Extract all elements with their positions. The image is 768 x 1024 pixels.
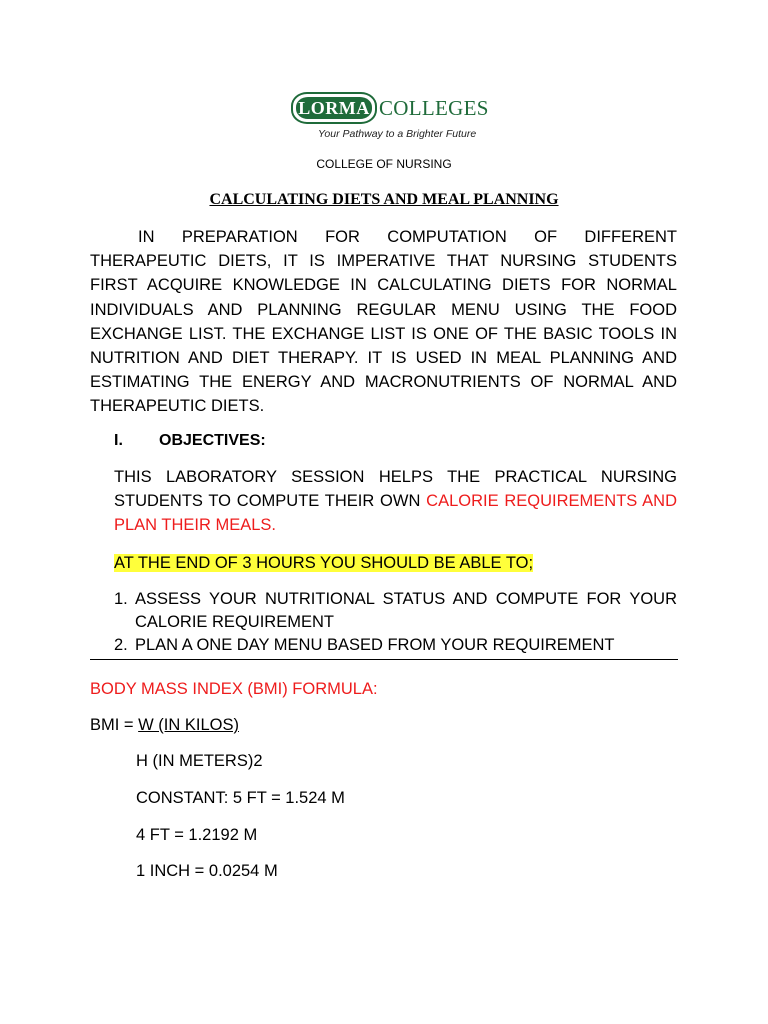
- constant-4ft: 4 FT = 1.2192 M: [136, 826, 258, 844]
- objectives-heading-text: OBJECTIVES:: [159, 432, 266, 449]
- constant-1inch: 1 INCH = 0.0254 M: [136, 862, 278, 880]
- constant-5ft: CONSTANT: 5 FT = 1.524 M: [136, 789, 345, 807]
- intro-text: IN PREPARATION FOR COMPUTATION OF DIFFERENT THERAPEUTIC DIETS, IT IS IMPERATIVE THAT NURSING STUDENTS FIRST ACQUIRE KNOWLEDGE IN CALCULATING DIETS FOR NORMAL INDIVIDUALS AND PLANNING REGULAR MENU USING THE FOOD EXCHANGE LIST. THE EXCHANGE LIST IS ONE OF THE BASIC TOOLS IN NUTRITION AND DIET THERAPY. IT IS USED IN MEAL PLANNING AND ESTIMATING THE ENERGY AND MACRONUTRIENTS OF NORMAL AND THERAPEUTIC DIETS.: [90, 228, 677, 416]
- objectives-red-text: CALORIE REQUIREMENTS AND PLAN THEIR MEALS.: [114, 492, 677, 535]
- objectives-heading: [114, 430, 266, 452]
- intro-paragraph: [90, 225, 677, 419]
- list-item-number: 1.: [114, 590, 128, 608]
- objectives-number: I.: [114, 432, 123, 449]
- horizontal-rule: [90, 659, 678, 660]
- objectives-list: [114, 588, 677, 657]
- highlighted-instruction-text: AT THE END OF 3 HOURS YOU SHOULD BE ABLE TO;: [114, 554, 534, 572]
- highlighted-instruction: [114, 552, 533, 574]
- document-title: CALCULATING DIETS AND MEAL PLANNING: [209, 191, 559, 208]
- list-item-text: ASSESS YOUR NUTRITIONAL STATUS AND COMPUTE FOR YOUR CALORIE REQUIREMENT: [135, 590, 677, 631]
- bmi-label: BMI =: [90, 716, 139, 734]
- list-item: [114, 634, 677, 657]
- bmi-heading: BODY MASS INDEX (BMI) FORMULA:: [90, 680, 378, 698]
- college-name: COLLEGE OF NURSING: [316, 157, 452, 171]
- list-item-number: 2.: [114, 636, 128, 654]
- logo-badge: [291, 92, 377, 124]
- bmi-denominator: H (IN METERS)2: [136, 752, 263, 770]
- lorma-colleges-logo: [291, 92, 489, 144]
- objectives-text: THIS LABORATORY SESSION HELPS THE PRACTICAL NURSING STUDENTS TO COMPUTE THEIR OWN: [114, 468, 677, 511]
- logo-tagline: Your Pathway to a Brighter Future: [318, 128, 477, 140]
- bmi-numerator: W (IN KILOS): [138, 716, 239, 734]
- list-item: [114, 588, 677, 634]
- list-item-text: PLAN A ONE DAY MENU BASED FROM YOUR REQUIREMENT: [135, 636, 615, 654]
- logo-colleges-text: COLLEGES: [379, 96, 489, 120]
- objectives-paragraph: [114, 465, 677, 538]
- logo-badge-text: LORMA: [296, 97, 372, 119]
- bmi-formula: [90, 714, 239, 736]
